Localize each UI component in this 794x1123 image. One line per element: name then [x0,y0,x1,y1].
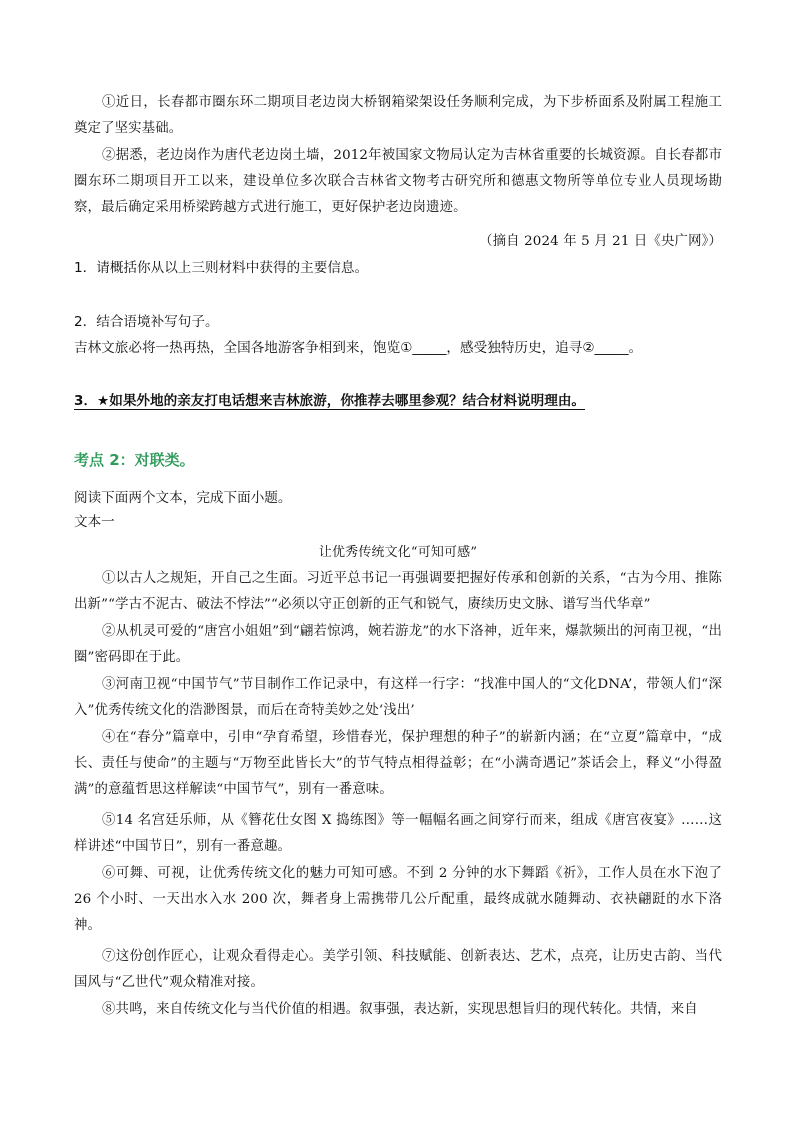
article-para-2: ②从机灵可爱的“唐宫小姐姐”到“翩若惊鸿，婉若游龙”的水下洛神，近年来，爆款频出的河南卫视，“出圈”密码即在于此。 [74,624,722,665]
article-para-6: ⑥可舞、可视，让优秀传统文化的魅力可知可感。不到 2 分钟的水下舞蹈《祈》，工作人员在水下泡了 26 个小时、一天出水入水 200 次，舞者身上需携带几公斤配重，最终成就水随舞动、衣袂翩跹的水下洛神。 [74,866,722,933]
article-title: 让优秀传统文化“可知可感” [318,545,478,560]
article-para-7: ⑦这份创作匠心，让观众看得走心。美学引领、科技赋能、创新表达、艺术，点亮，让历史古韵、当代国风与“乙世代”观众精准对接。 [74,949,722,990]
article-para-1: ①以古人之规矩，开自己之生面。习近平总书记一再强调要把握好传承和创新的关系，“古为今用、推陈出新”“学古不泥古、破法不悖法”“必须以守正创新的正气和锐气，赓续历史文脉、谱写当代华章” [74,571,722,612]
instruction: 阅读下面两个文本，完成下面小题。 [74,490,292,506]
article-para-5: ⑤14 名宫廷乐师，从《簪花仕女图 X 捣练图》等一幅幅名画之间穿行而来，组成《唐宫夜宴》……这样讲述“中国节日”，别有一番意趣。 [74,813,722,854]
question-1: 1．请概括你从以上三则材料中获得的主要信息。 [74,260,369,276]
material3-para1: ①近日，长春都市圈东环二期项目老边岗大桥钢箱梁架设任务顺利完成，为下步桥面系及附属工程施工奠定了坚实基础。 [74,95,722,136]
question-2-body: 吉林文旅必将一热再热，全国各地游客争相到来，饱览①_____，感受独特历史，追寻②_____。 [74,340,643,356]
article-para-3: ③河南卫视“中国节气”节目制作工作记录中，有这样一行字：“找准中国人的“文化DNA’，带领人们“深入”优秀传统文化的浩渺图景，而后在奇特美妙之处‘浅出’ [74,677,722,718]
article-para-4: ④在“春分”篇章中，引申“孕育希望，珍惜春光，保护理想的种子”的崭新内涵；在“立夏”篇章中，“成长、责任与使命”的主题与“万物至此皆长大”的节气特点相得益彰；在“小满奇遇记”茶话会上，释义“小得盈满”的意蕴哲思这样解读“中国节气”，别有一番意味。 [74,730,722,797]
question-3: 3．★如果外地的亲友打电话想来吉林旅游，你推荐去哪里参观？结合材料说明理由。 [74,393,586,409]
question-2-title: 2．结合语境补写句子。 [74,314,219,330]
section-heading: 考点 2：对联类。 [74,451,195,469]
source-citation: （摘自 2024 年 5 月 21 日《央广网》） [479,234,722,249]
text-label: 文本一 [74,514,115,530]
material3-para2: ②据悉，老边岗作为唐代老边岗土墙，2012年被国家文物局认定为吉林省重要的长城资源。自长春都市圈东环二期项目开工以来，建设单位多次联合吉林省文物考古研究所和德惠文物所等单位专业人员现场勘察，最后确定采用桥梁跨越方式进行施工，更好保护老边岗遗迹。 [74,148,722,215]
article-para-8: ⑧共鸣，来自传统文化与当代价值的相遇。叙事强，表达新，实现思想旨归的现代转化。共情，来自 [102,1002,698,1017]
